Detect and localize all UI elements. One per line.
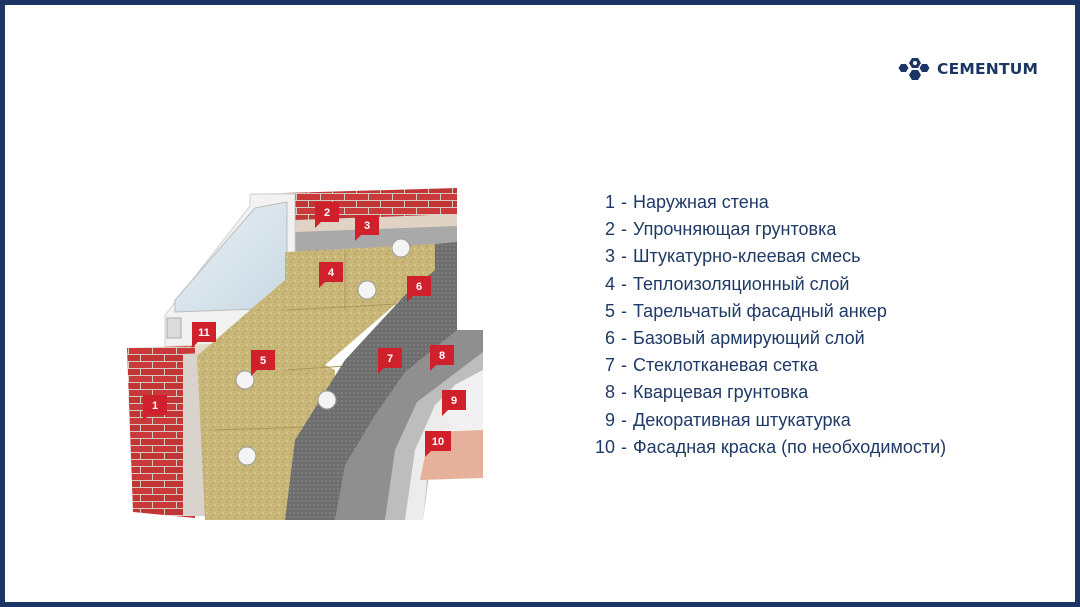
svg-text:2: 2 (323, 207, 331, 219)
legend-item: 2 - Упрочняющая грунтовка (604, 219, 837, 240)
brand-name: CEMENTUM (937, 60, 1039, 78)
brand-logo (898, 52, 1038, 86)
legend-item: 9 - Декоративная штукатурка (604, 409, 851, 430)
svg-text:9: 9 (450, 395, 458, 407)
layers-legend (593, 191, 946, 463)
svg-text:7: 7 (386, 353, 394, 365)
legend-item: 8 - Кварцевая грунтовка (604, 382, 809, 403)
legend-item: 7 - Стеклотканевая сетка (604, 355, 818, 376)
legend-item: 6 - Базовый армирующий слой (604, 327, 865, 348)
legend-item: 5 - Тарельчатый фасадный анкер (604, 300, 887, 321)
svg-text:11: 11 (198, 327, 210, 339)
svg-text:6: 6 (415, 281, 423, 293)
svg-text:5: 5 (259, 355, 267, 367)
window-handle (167, 318, 181, 338)
legend-item: 1 - Наружная стена (604, 192, 769, 212)
svg-text:10: 10 (431, 436, 445, 448)
legend-item: 10 - Фасадная краска (по необходимости) (594, 436, 947, 457)
hexagon-molecule-icon (898, 52, 932, 86)
svg-text:3: 3 (363, 220, 371, 232)
facade-layers-diagram (105, 180, 505, 525)
legend-item: 4 - Теплоизоляционный слой (604, 273, 850, 294)
svg-text:4: 4 (327, 267, 335, 279)
svg-text:8: 8 (438, 350, 446, 362)
svg-text:1: 1 (151, 400, 159, 412)
legend-item: 3 - Штукатурно-клеевая смесь (604, 246, 861, 267)
